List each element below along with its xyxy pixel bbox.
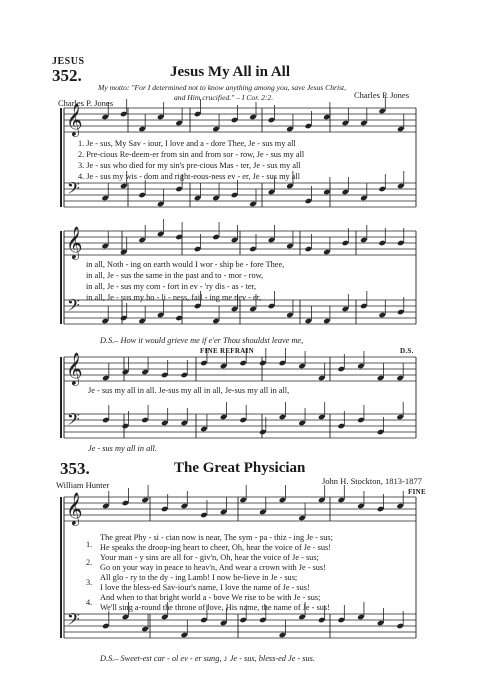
hymn-352-motto-1: My motto: "For I determined not to know anything among you, save Jesus Christ, xyxy=(98,83,347,92)
h353-line-4: Go on your way in peace to heav'n, And wear a crown with Je - sus! xyxy=(100,563,326,572)
svg-text:𝄢: 𝄢 xyxy=(67,609,80,633)
h353-verse-num-4: 4. xyxy=(86,598,93,607)
section-label: JESUS xyxy=(52,56,85,67)
h353-line-2: He speaks the droop-ing heart to cheer, Oh, hear the voice of Je - sus! xyxy=(100,543,331,552)
h352-s2-line-2: in all, Je - sus the same in the past and to - mor - row, xyxy=(86,271,264,280)
h353-line-3: Your man - y sins are all for - giv'n, Oh, hear the voice of Je - sus; xyxy=(100,553,319,562)
h352-s1-line-1: 1. Je - sus, My Sav - iour, I love and a - dore Thee, Je - sus my all xyxy=(78,139,296,148)
svg-text:𝄢: 𝄢 xyxy=(67,178,80,202)
h353-verse-num-3: 3. xyxy=(86,578,93,587)
h352-s1-line-3: 3. Je - sus who died for my sin's pre-cious Mas - ter, Je - sus my all xyxy=(78,161,301,170)
hymn-353-title: The Great Physician xyxy=(174,460,306,476)
hymn-352-title: Jesus My All in All xyxy=(170,64,291,80)
svg-text:𝄞: 𝄞 xyxy=(66,352,83,385)
h352-fine-refrain: FINE REFRAIN xyxy=(200,347,254,355)
h352-s1-line-4: 4. Je - sus my wis - dom and right-eous-ness ev - er, Je - sus my all xyxy=(78,172,301,181)
hymn-353-number: 353. xyxy=(60,459,90,478)
hymn-352-motto-2: and Him crucified." – I Cor. 2:2. xyxy=(174,93,274,102)
h352-ds-mark: D.S. xyxy=(400,347,414,355)
svg-text:𝄢: 𝄢 xyxy=(67,409,80,433)
h352-ds-line: D.S.– How it would grieve me if e'er Thou shouldst leave me, xyxy=(100,336,304,345)
hymn-352-music-credit: Charles P. Jones xyxy=(354,90,410,100)
hymn-353-fine: FINE xyxy=(408,488,426,496)
h353-line-7: And when to that bright world a - bove We rise to be with Je - sus; xyxy=(100,593,321,602)
h352-s2-line-1: in all, Noth - ing on earth would I wor - ship be - fore Thee, xyxy=(86,260,285,269)
h353-line-5: All glo - ry to the dy - ing Lamb! I now be-lieve in Je - sus; xyxy=(100,573,298,582)
svg-text:𝄢: 𝄢 xyxy=(67,295,80,319)
h353-verse-num-1: 1. xyxy=(86,540,93,549)
h353-ds-line: D.S.– Sweet-est car - ol ev - er sung, ♪ Je - sus, bless-ed Je - sus. xyxy=(100,654,315,663)
hymn-353-words-credit: William Hunter xyxy=(56,480,110,490)
h353-line-1: The great Phy - si - cian now is near, The sym - pa - thiz - ing Je - sus; xyxy=(100,533,333,542)
h352-s2-line-4: in all, Je - sus my ho - li - ness, fail - ing me nev - er, xyxy=(86,293,262,302)
h353-verse-num-2: 2. xyxy=(86,558,93,567)
h352-s2-line-3: in all, Je - sus my com - fort in ev - 'ry dis - as - ter, xyxy=(86,282,257,291)
hymn-352-words-credit: Charles P. Jones xyxy=(58,98,114,108)
svg-text:𝄞: 𝄞 xyxy=(66,226,83,259)
hymn-352-number: 352. xyxy=(52,66,82,85)
svg-text:𝄞: 𝄞 xyxy=(66,492,83,525)
hymn-353-music-credit: John H. Stockton, 1813-1877 xyxy=(322,476,422,486)
h352-s3-line-2: Je - sus my all in all. xyxy=(88,444,157,453)
h353-line-6: I love the bless-ed Sav-iour's name, I love the name of Je - sus! xyxy=(100,583,310,592)
h352-s3-line-1: Je - sus my all in all. Je-sus my all in all, Je-sus my all in all, xyxy=(88,386,290,395)
h353-line-8: We'll sing a-round the throne of love, His name, the name of Je - sus! xyxy=(100,603,330,612)
svg-text:𝄞: 𝄞 xyxy=(66,103,83,136)
h352-s1-line-2: 2. Pre-cious Re-deem-er from sin and from sor - row, Je - sus my all xyxy=(78,150,305,159)
